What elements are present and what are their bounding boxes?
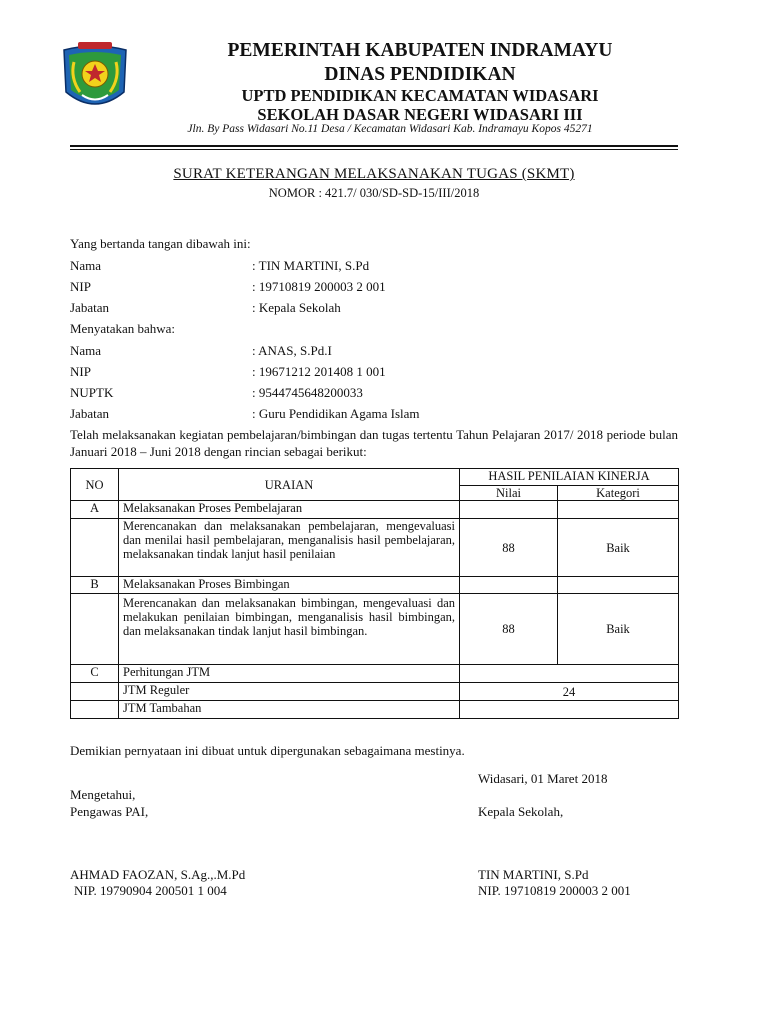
table-row xyxy=(71,665,679,683)
row-b-score: 88 xyxy=(460,594,558,665)
header-address: Jln. By Pass Widasari No.11 Desa / Kecamatan Widasari Kab. Indramayu Kopos 45271 xyxy=(187,123,593,135)
subject-value-position: : Guru Pendidikan Agama Islam xyxy=(252,406,420,421)
header-government: PEMERINTAH KABUPATEN INDRAMAYU xyxy=(227,40,613,61)
row-c-no: C xyxy=(71,665,119,683)
closing-text: Demikian pernyataan ini dibuat untuk dipergunakan sebagaimana mestinya. xyxy=(70,743,465,758)
header-no: NO xyxy=(71,469,119,501)
states-text: Menyatakan bahwa: xyxy=(70,321,176,336)
header-hasil: HASIL PENILAIAN KINERJA xyxy=(460,469,679,486)
header-rule-thick xyxy=(70,145,678,147)
supervisor-nip: NIP. 19790904 200501 1 004 xyxy=(74,883,227,898)
row-b-description: Merencanakan dan melaksanakan bimbingan, mengevaluasi dan melakukan penilaian bimbingan, menganalisis hasil bimbingan, dan melaksanakan tindak lanjut hasil bimbingan. xyxy=(119,594,460,665)
signer-value-nip: : 19710819 200003 2 001 xyxy=(252,279,386,294)
performance-table xyxy=(70,468,679,719)
row-a-title: Melaksanakan Proses Pembelajaran xyxy=(119,501,460,519)
signer-value-position: : Kepala Sekolah xyxy=(252,300,341,315)
row-b-category: Baik xyxy=(558,594,679,665)
table-row xyxy=(71,577,679,594)
table-row xyxy=(71,683,679,701)
table-row xyxy=(71,701,679,719)
subject-label-name: Nama xyxy=(70,343,102,358)
header-school: SEKOLAH DASAR NEGERI WIDASARI III xyxy=(257,105,583,124)
principal-nip: NIP. 19710819 200003 2 001 xyxy=(478,883,631,898)
supervisor-name: AHMAD FAOZAN, S.Ag.,.M.Pd xyxy=(70,867,246,882)
header-uptd: UPTD PENDIDIKAN KECAMATAN WIDASARI xyxy=(241,86,599,105)
signer-label-position: Jabatan xyxy=(70,300,109,315)
header-department: DINAS PENDIDIKAN xyxy=(324,64,516,85)
row-b-title: Melaksanakan Proses Bimbingan xyxy=(119,577,460,594)
header-kategori: Kategori xyxy=(558,486,679,501)
signer-value-name: : TIN MARTINI, S.Pd xyxy=(252,258,370,273)
row-a-description: Merencanakan dan melaksanakan pembelajaran, mengevaluasi dan menilai hasil pembelajaran, menganalisis hasil pembelajaran, melaksanakan tindak lanjut hasil penilaian xyxy=(119,519,460,577)
signer-label-name: Nama xyxy=(70,258,102,273)
row-c-reguler-value: 24 xyxy=(460,683,679,701)
subject-label-position: Jabatan xyxy=(70,406,109,421)
subject-value-nip: : 19671212 201408 1 001 xyxy=(252,364,386,379)
statement-paragraph: Telah melaksanakan kegiatan pembelajaran/bimbingan dan tugas tertentu Tahun Pelajaran 2017/ 2018 periode bulan Januari 2018 – Juni 2018 dengan rincian sebagai berikut: xyxy=(70,427,678,459)
supervisor-role: Pengawas PAI, xyxy=(70,804,149,819)
header-nilai: Nilai xyxy=(460,486,558,501)
row-a-score: 88 xyxy=(460,519,558,577)
subject-label-nip: NIP xyxy=(70,364,91,379)
subject-label-nuptk: NUPTK xyxy=(70,385,114,400)
table-row xyxy=(71,501,679,519)
header-rule-thin xyxy=(70,149,678,150)
row-b-no: B xyxy=(71,577,119,594)
table-row xyxy=(71,519,679,577)
signer-label-nip: NIP xyxy=(70,279,91,294)
row-c-title: Perhitungan JTM xyxy=(119,665,460,683)
letter-title: SURAT KETERANGAN MELAKSANAKAN TUGAS (SKMT) xyxy=(173,166,575,182)
place-date: Widasari, 01 Maret 2018 xyxy=(478,771,608,786)
row-c-tambahan: JTM Tambahan xyxy=(119,701,460,719)
acknowledged-label: Mengetahui, xyxy=(70,787,136,802)
subject-value-nuptk: : 9544745648200033 xyxy=(252,385,363,400)
table-row xyxy=(71,594,679,665)
regency-logo xyxy=(58,40,132,116)
header-uraian: URAIAN xyxy=(119,469,460,501)
row-a-no: A xyxy=(71,501,119,519)
principal-name: TIN MARTINI, S.Pd xyxy=(478,867,589,882)
subject-value-name: : ANAS, S.Pd.I xyxy=(252,343,332,358)
principal-role: Kepala Sekolah, xyxy=(478,804,564,819)
intro-text: Yang bertanda tangan dibawah ini: xyxy=(70,236,251,251)
row-c-reguler: JTM Reguler xyxy=(119,683,460,701)
row-a-category: Baik xyxy=(558,519,679,577)
letter-number: NOMOR : 421.7/ 030/SD-SD-15/III/2018 xyxy=(268,186,480,200)
